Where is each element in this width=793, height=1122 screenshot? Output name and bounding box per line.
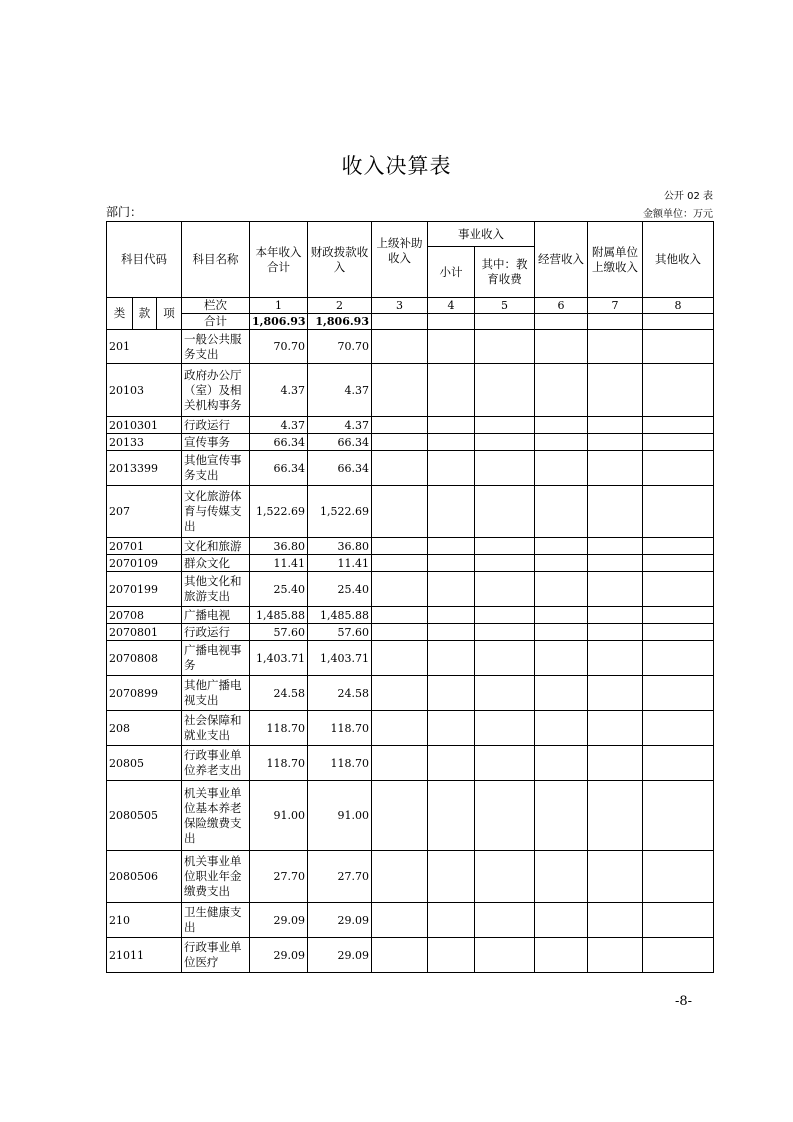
- empty-cell: [588, 417, 643, 434]
- income-final-accounts-table: [106, 221, 714, 973]
- column-number: 6: [535, 298, 588, 314]
- empty-cell: [588, 711, 643, 746]
- empty-cell: [372, 607, 428, 624]
- empty-cell: [372, 746, 428, 781]
- header-xiang: 项: [157, 298, 182, 330]
- empty-cell: [643, 676, 714, 711]
- empty-cell: [535, 624, 588, 641]
- table-row: [107, 555, 714, 572]
- empty-cell: [535, 451, 588, 486]
- total-income-cell: 27.70: [250, 851, 308, 903]
- header-business-education-fee: 其中：教育收费: [475, 247, 535, 298]
- empty-cell: [535, 314, 588, 330]
- empty-cell: [588, 314, 643, 330]
- header-business-subtotal: 小计: [428, 247, 475, 298]
- empty-cell: [588, 746, 643, 781]
- empty-cell: [535, 486, 588, 538]
- page-number: -8-: [674, 994, 692, 1009]
- empty-cell: [588, 781, 643, 851]
- empty-cell: [475, 314, 535, 330]
- empty-cell: [372, 555, 428, 572]
- header-upper-subsidy: 上级补助收入: [372, 222, 428, 298]
- subject-name-cell: 宣传事务: [182, 434, 250, 451]
- column-number-label: 栏次: [182, 298, 250, 314]
- empty-cell: [643, 538, 714, 555]
- empty-cell: [535, 555, 588, 572]
- empty-cell: [372, 676, 428, 711]
- empty-cell: [428, 364, 475, 417]
- empty-cell: [475, 555, 535, 572]
- total-income-cell: 36.80: [250, 538, 308, 555]
- total-fiscal-value: 1,806.93: [308, 314, 372, 330]
- empty-cell: [475, 364, 535, 417]
- header-fiscal-income: 财政拨款收入: [308, 222, 372, 298]
- column-number: 4: [428, 298, 475, 314]
- fiscal-income-cell: 29.09: [308, 903, 372, 938]
- empty-cell: [588, 555, 643, 572]
- empty-cell: [643, 572, 714, 607]
- empty-cell: [535, 330, 588, 364]
- empty-cell: [372, 711, 428, 746]
- empty-cell: [643, 746, 714, 781]
- header-kuan: 款: [133, 298, 157, 330]
- table-row: [107, 538, 714, 555]
- subject-name-cell: 其他文化和旅游支出: [182, 572, 250, 607]
- empty-cell: [535, 434, 588, 451]
- empty-cell: [372, 641, 428, 676]
- subject-code-cell: 2070199: [107, 572, 182, 607]
- column-number: 1: [250, 298, 308, 314]
- header-subject-code: 科目代码: [107, 222, 182, 298]
- subject-code-cell: 210: [107, 903, 182, 938]
- empty-cell: [643, 417, 714, 434]
- empty-cell: [643, 711, 714, 746]
- empty-cell: [372, 572, 428, 607]
- fiscal-income-cell: 118.70: [308, 711, 372, 746]
- header-other-income: 其他收入: [643, 222, 714, 298]
- subject-name-cell: 广播电视事务: [182, 641, 250, 676]
- subject-name-cell: 行政运行: [182, 417, 250, 434]
- fiscal-income-cell: 27.70: [308, 851, 372, 903]
- empty-cell: [588, 538, 643, 555]
- table-row: [107, 641, 714, 676]
- fiscal-income-cell: 1,485.88: [308, 607, 372, 624]
- empty-cell: [428, 624, 475, 641]
- total-income-cell: 29.09: [250, 903, 308, 938]
- table-row: [107, 676, 714, 711]
- subject-name-cell: 机关事业单位基本养老保险缴费支出: [182, 781, 250, 851]
- total-row-label: 合计: [182, 314, 250, 330]
- empty-cell: [535, 676, 588, 711]
- total-income-cell: 11.41: [250, 555, 308, 572]
- empty-cell: [535, 572, 588, 607]
- column-number: 5: [475, 298, 535, 314]
- total-income-cell: 118.70: [250, 711, 308, 746]
- subject-code-cell: 207: [107, 486, 182, 538]
- department-label: 部门：: [106, 205, 143, 219]
- subject-name-cell: 机关事业单位职业年金缴费支出: [182, 851, 250, 903]
- column-number: 8: [643, 298, 714, 314]
- table-row: [107, 781, 714, 851]
- subject-code-cell: 20103: [107, 364, 182, 417]
- total-income-cell: 1,403.71: [250, 641, 308, 676]
- empty-cell: [535, 746, 588, 781]
- subject-code-cell: 2070899: [107, 676, 182, 711]
- table-row: [107, 364, 714, 417]
- empty-cell: [428, 538, 475, 555]
- empty-cell: [475, 641, 535, 676]
- total-income-cell: 4.37: [250, 417, 308, 434]
- subject-code-cell: 2010301: [107, 417, 182, 434]
- subject-name-cell: 群众文化: [182, 555, 250, 572]
- empty-cell: [588, 676, 643, 711]
- subject-code-cell: 208: [107, 711, 182, 746]
- empty-cell: [475, 572, 535, 607]
- total-income-cell: 70.70: [250, 330, 308, 364]
- empty-cell: [588, 434, 643, 451]
- table-number: 公开 02 表: [663, 191, 713, 202]
- subject-name-cell: 文化旅游体育与传媒支出: [182, 486, 250, 538]
- total-income-cell: 25.40: [250, 572, 308, 607]
- fiscal-income-cell: 57.60: [308, 624, 372, 641]
- empty-cell: [535, 903, 588, 938]
- fiscal-income-cell: 118.70: [308, 746, 372, 781]
- report-title: 收入决算表: [341, 154, 452, 178]
- subject-code-cell: 20805: [107, 746, 182, 781]
- table-row: [107, 711, 714, 746]
- header-operating-income: 经营收入: [535, 222, 588, 298]
- fiscal-income-cell: 1,403.71: [308, 641, 372, 676]
- empty-cell: [428, 572, 475, 607]
- empty-cell: [588, 641, 643, 676]
- table-row: [107, 330, 714, 364]
- fiscal-income-cell: 25.40: [308, 572, 372, 607]
- table-row: [107, 903, 714, 938]
- table-row: [107, 451, 714, 486]
- table-row: [107, 434, 714, 451]
- empty-cell: [588, 938, 643, 973]
- empty-cell: [372, 314, 428, 330]
- fiscal-income-cell: 29.09: [308, 938, 372, 973]
- total-income-cell: 1,522.69: [250, 486, 308, 538]
- total-income-cell: 91.00: [250, 781, 308, 851]
- empty-cell: [428, 607, 475, 624]
- subject-name-cell: 其他宣传事务支出: [182, 451, 250, 486]
- empty-cell: [643, 938, 714, 973]
- empty-cell: [475, 486, 535, 538]
- empty-cell: [475, 851, 535, 903]
- empty-cell: [372, 451, 428, 486]
- empty-cell: [475, 607, 535, 624]
- empty-cell: [475, 676, 535, 711]
- empty-cell: [588, 486, 643, 538]
- header-total-income: 本年收入合计: [250, 222, 308, 298]
- empty-cell: [643, 451, 714, 486]
- empty-cell: [588, 624, 643, 641]
- empty-cell: [535, 641, 588, 676]
- subject-code-cell: 2070801: [107, 624, 182, 641]
- empty-cell: [588, 451, 643, 486]
- total-income-cell: 24.58: [250, 676, 308, 711]
- empty-cell: [372, 417, 428, 434]
- subject-code-cell: 2013399: [107, 451, 182, 486]
- empty-cell: [643, 314, 714, 330]
- empty-cell: [372, 486, 428, 538]
- column-number: 3: [372, 298, 428, 314]
- empty-cell: [428, 314, 475, 330]
- empty-cell: [428, 938, 475, 973]
- empty-cell: [428, 851, 475, 903]
- table-row: [107, 486, 714, 538]
- column-number: 7: [588, 298, 643, 314]
- table-row: [107, 746, 714, 781]
- empty-cell: [372, 434, 428, 451]
- empty-cell: [588, 851, 643, 903]
- empty-cell: [428, 781, 475, 851]
- empty-cell: [643, 434, 714, 451]
- empty-cell: [643, 607, 714, 624]
- subject-name-cell: 文化和旅游: [182, 538, 250, 555]
- empty-cell: [428, 746, 475, 781]
- table-row: [107, 572, 714, 607]
- total-income-cell: 66.34: [250, 434, 308, 451]
- table-row: [107, 938, 714, 973]
- table-row: [107, 624, 714, 641]
- table-row: [107, 851, 714, 903]
- header-affiliate-income: 附属单位上缴收入: [588, 222, 643, 298]
- total-income-value: 1,806.93: [250, 314, 308, 330]
- subject-name-cell: 行政事业单位养老支出: [182, 746, 250, 781]
- empty-cell: [643, 781, 714, 851]
- fiscal-income-cell: 4.37: [308, 364, 372, 417]
- subject-name-cell: 行政事业单位医疗: [182, 938, 250, 973]
- empty-cell: [475, 538, 535, 555]
- empty-cell: [475, 434, 535, 451]
- empty-cell: [535, 538, 588, 555]
- subject-code-cell: 201: [107, 330, 182, 364]
- total-income-cell: 29.09: [250, 938, 308, 973]
- subject-code-cell: 2080505: [107, 781, 182, 851]
- total-income-cell: 4.37: [250, 364, 308, 417]
- empty-cell: [643, 555, 714, 572]
- subject-name-cell: 政府办公厅（室）及相关机构事务: [182, 364, 250, 417]
- empty-cell: [588, 364, 643, 417]
- empty-cell: [643, 903, 714, 938]
- empty-cell: [535, 938, 588, 973]
- fiscal-income-cell: 24.58: [308, 676, 372, 711]
- subject-code-cell: 20133: [107, 434, 182, 451]
- empty-cell: [588, 607, 643, 624]
- subject-code-cell: 21011: [107, 938, 182, 973]
- empty-cell: [428, 555, 475, 572]
- fiscal-income-cell: 91.00: [308, 781, 372, 851]
- empty-cell: [475, 938, 535, 973]
- header-subject-name: 科目名称: [182, 222, 250, 298]
- header-lei: 类: [107, 298, 133, 330]
- empty-cell: [428, 434, 475, 451]
- fiscal-income-cell: 1,522.69: [308, 486, 372, 538]
- empty-cell: [428, 330, 475, 364]
- total-income-cell: 66.34: [250, 451, 308, 486]
- empty-cell: [475, 330, 535, 364]
- empty-cell: [475, 903, 535, 938]
- fiscal-income-cell: 4.37: [308, 417, 372, 434]
- empty-cell: [535, 711, 588, 746]
- subject-name-cell: 行政运行: [182, 624, 250, 641]
- column-number: 2: [308, 298, 372, 314]
- subject-name-cell: 广播电视: [182, 607, 250, 624]
- subject-code-cell: 2080506: [107, 851, 182, 903]
- empty-cell: [643, 330, 714, 364]
- fiscal-income-cell: 70.70: [308, 330, 372, 364]
- empty-cell: [428, 711, 475, 746]
- subject-name-cell: 其他广播电视支出: [182, 676, 250, 711]
- empty-cell: [475, 746, 535, 781]
- table-row: [107, 607, 714, 624]
- empty-cell: [643, 641, 714, 676]
- empty-cell: [372, 624, 428, 641]
- subject-name-cell: 社会保障和就业支出: [182, 711, 250, 746]
- empty-cell: [643, 851, 714, 903]
- subject-code-cell: 2070109: [107, 555, 182, 572]
- empty-cell: [643, 486, 714, 538]
- empty-cell: [475, 624, 535, 641]
- empty-cell: [428, 451, 475, 486]
- empty-cell: [588, 330, 643, 364]
- subject-name-cell: 卫生健康支出: [182, 903, 250, 938]
- empty-cell: [372, 781, 428, 851]
- empty-cell: [588, 903, 643, 938]
- empty-cell: [372, 538, 428, 555]
- empty-cell: [372, 330, 428, 364]
- empty-cell: [535, 417, 588, 434]
- empty-cell: [475, 417, 535, 434]
- empty-cell: [428, 676, 475, 711]
- empty-cell: [372, 938, 428, 973]
- table-row: [107, 417, 714, 434]
- amount-unit-label: 金额单位：万元: [643, 209, 713, 220]
- empty-cell: [428, 486, 475, 538]
- subject-code-cell: 2070808: [107, 641, 182, 676]
- subject-code-cell: 20708: [107, 607, 182, 624]
- empty-cell: [428, 903, 475, 938]
- fiscal-income-cell: 66.34: [308, 451, 372, 486]
- total-income-cell: 57.60: [250, 624, 308, 641]
- empty-cell: [372, 364, 428, 417]
- empty-cell: [372, 903, 428, 938]
- total-income-cell: 1,485.88: [250, 607, 308, 624]
- fiscal-income-cell: 36.80: [308, 538, 372, 555]
- empty-cell: [372, 851, 428, 903]
- empty-cell: [643, 364, 714, 417]
- empty-cell: [588, 572, 643, 607]
- fiscal-income-cell: 66.34: [308, 434, 372, 451]
- total-income-cell: 118.70: [250, 746, 308, 781]
- fiscal-income-cell: 11.41: [308, 555, 372, 572]
- empty-cell: [428, 641, 475, 676]
- empty-cell: [535, 607, 588, 624]
- empty-cell: [428, 417, 475, 434]
- empty-cell: [475, 451, 535, 486]
- empty-cell: [535, 851, 588, 903]
- empty-cell: [535, 781, 588, 851]
- empty-cell: [535, 364, 588, 417]
- header-business-income: 事业收入: [428, 222, 535, 247]
- subject-name-cell: 一般公共服务支出: [182, 330, 250, 364]
- empty-cell: [475, 781, 535, 851]
- empty-cell: [475, 711, 535, 746]
- subject-code-cell: 20701: [107, 538, 182, 555]
- empty-cell: [643, 624, 714, 641]
